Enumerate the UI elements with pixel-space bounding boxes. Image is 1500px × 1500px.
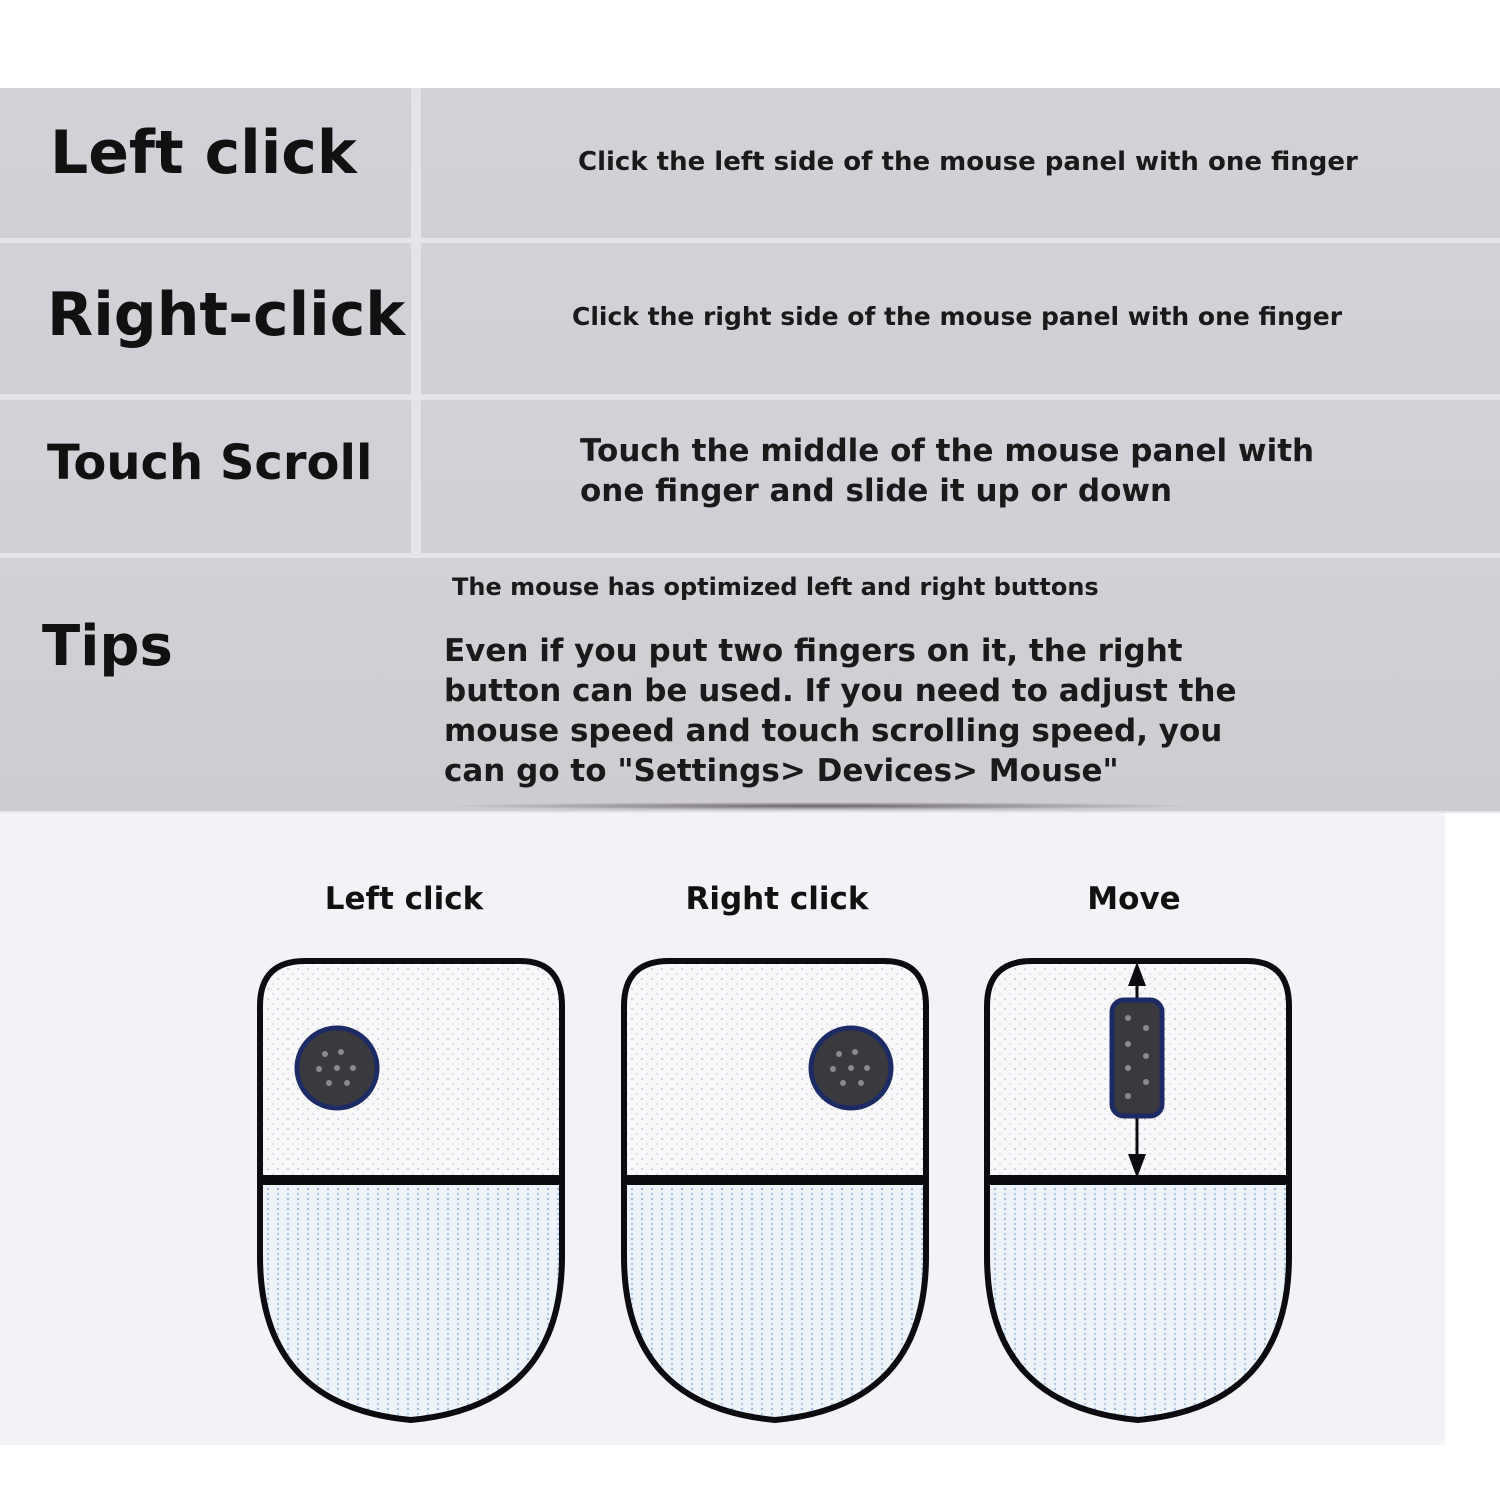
finger-slide-icon — [1112, 1000, 1162, 1116]
mouse-body-bottom — [624, 1182, 926, 1420]
finger-dot-icon — [297, 1028, 377, 1108]
diagram-title-left-click: Left click — [324, 881, 484, 917]
tips-subtitle: The mouse has optimized left and right buttons — [452, 573, 1099, 601]
tips-body-line: Even if you put two fingers on it, the right — [444, 633, 1183, 669]
mouse-body-bottom — [260, 1182, 562, 1420]
finger-dot-icon — [811, 1028, 891, 1108]
row-label: Touch Scroll — [47, 435, 373, 491]
tips-body-line: button can be used. If you need to adjust the — [444, 673, 1237, 709]
diagram-title-right-click: Right click — [685, 881, 869, 917]
mouse-body-bottom — [987, 1182, 1289, 1420]
mouse-left-click-diagram — [255, 956, 571, 1428]
tips-body-line: can go to "Settings> Devices> Mouse" — [444, 753, 1119, 789]
mouse-move-diagram — [982, 956, 1298, 1428]
row-label: Right-click — [47, 280, 406, 350]
row-description-line: one finger and slide it up or down — [580, 473, 1173, 509]
mouse-right-click-diagram — [619, 956, 935, 1428]
row-description-line: Touch the middle of the mouse panel with — [580, 433, 1315, 469]
row-label: Left click — [50, 118, 357, 188]
tips-label: Tips — [42, 614, 173, 679]
tips-body-line: mouse speed and touch scrolling speed, you — [444, 713, 1223, 749]
diagram-title-move: Move — [1087, 881, 1181, 917]
tips-underline — [440, 802, 1200, 810]
row-description: Click the right side of the mouse panel with one finger — [572, 302, 1343, 331]
row-description: Click the left side of the mouse panel with one finger — [578, 147, 1358, 177]
